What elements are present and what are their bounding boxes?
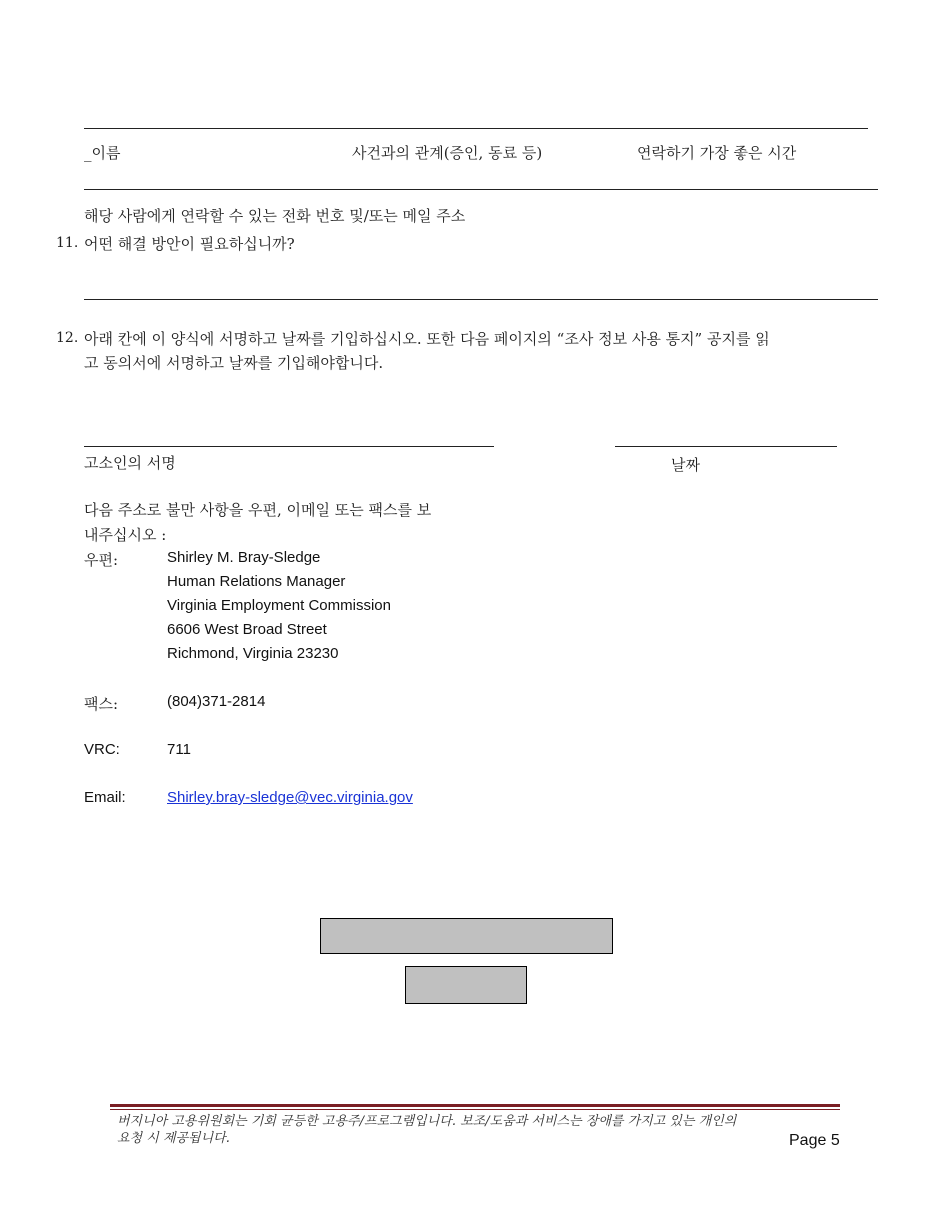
question-11-text: 어떤 해결 방안이 필요하십니까? — [84, 235, 295, 253]
signature-label: 고소인의 서명 — [84, 454, 176, 472]
name-label: _이름 — [84, 144, 121, 162]
date-label: 날짜 — [671, 456, 700, 474]
phone-email-line[interactable] — [84, 189, 878, 190]
footer-rule — [110, 1104, 840, 1107]
email-link[interactable]: Shirley.bray-sledge@vec.virginia.gov — [167, 789, 413, 806]
mail-label: 우편: — [84, 551, 119, 569]
name-line[interactable] — [84, 128, 868, 129]
date-line[interactable] — [615, 446, 837, 447]
page-number: Page 5 — [789, 1132, 840, 1149]
best-time-label: 연락하기 가장 좋은 시간 — [637, 144, 797, 162]
address-line-4: 6606 West Broad Street — [167, 621, 327, 638]
fax-label: 팩스: — [84, 695, 119, 713]
address-line-1: Shirley M. Bray-Sledge — [167, 549, 321, 566]
address-line-5: Richmond, Virginia 23230 — [167, 645, 339, 662]
question-12-line2: 고 동의서에 서명하고 날짜를 기입해야합니다. — [84, 354, 384, 372]
footer-line1: 버지니아 고용위원회는 기회 균등한 고용주/프로그램입니다. 보조/도움과 서비스는 장애를 가지고 있는 개인의 — [117, 1114, 737, 1129]
print-form-button[interactable] — [320, 918, 613, 954]
footer-line2: 요청 시 제공됩니다. — [117, 1131, 230, 1146]
vrc-label: VRC: — [84, 741, 120, 758]
address-line-2: Human Relations Manager — [167, 573, 346, 590]
mailing-intro-line2: 내주십시오 : — [84, 526, 167, 544]
email-label: Email: — [84, 789, 126, 806]
fax-value: (804)371-2814 — [167, 693, 266, 710]
relationship-label: 사건과의 관계(증인, 동료 등) — [352, 144, 543, 162]
question-12-line1: 아래 칸에 이 양식에 서명하고 날짜를 기입하십시오. 또한 다음 페이지의 “조사 정보 사용 통지” 공지를 읽 — [84, 330, 770, 348]
signature-line[interactable] — [84, 446, 494, 447]
footer-rule-thin — [110, 1109, 840, 1110]
question-12-number: 12. — [56, 330, 79, 346]
vrc-value: 711 — [167, 741, 191, 758]
submit-button[interactable] — [405, 966, 527, 1004]
resolution-answer-line[interactable] — [84, 299, 878, 300]
question-11-number: 11. — [56, 235, 79, 251]
mailing-intro-line1: 다음 주소로 불만 사항을 우편, 이메일 또는 팩스를 보 — [84, 501, 432, 519]
address-line-3: Virginia Employment Commission — [167, 597, 391, 614]
phone-email-label: 해당 사람에게 연락할 수 있는 전화 번호 및/또는 메일 주소 — [84, 207, 466, 225]
